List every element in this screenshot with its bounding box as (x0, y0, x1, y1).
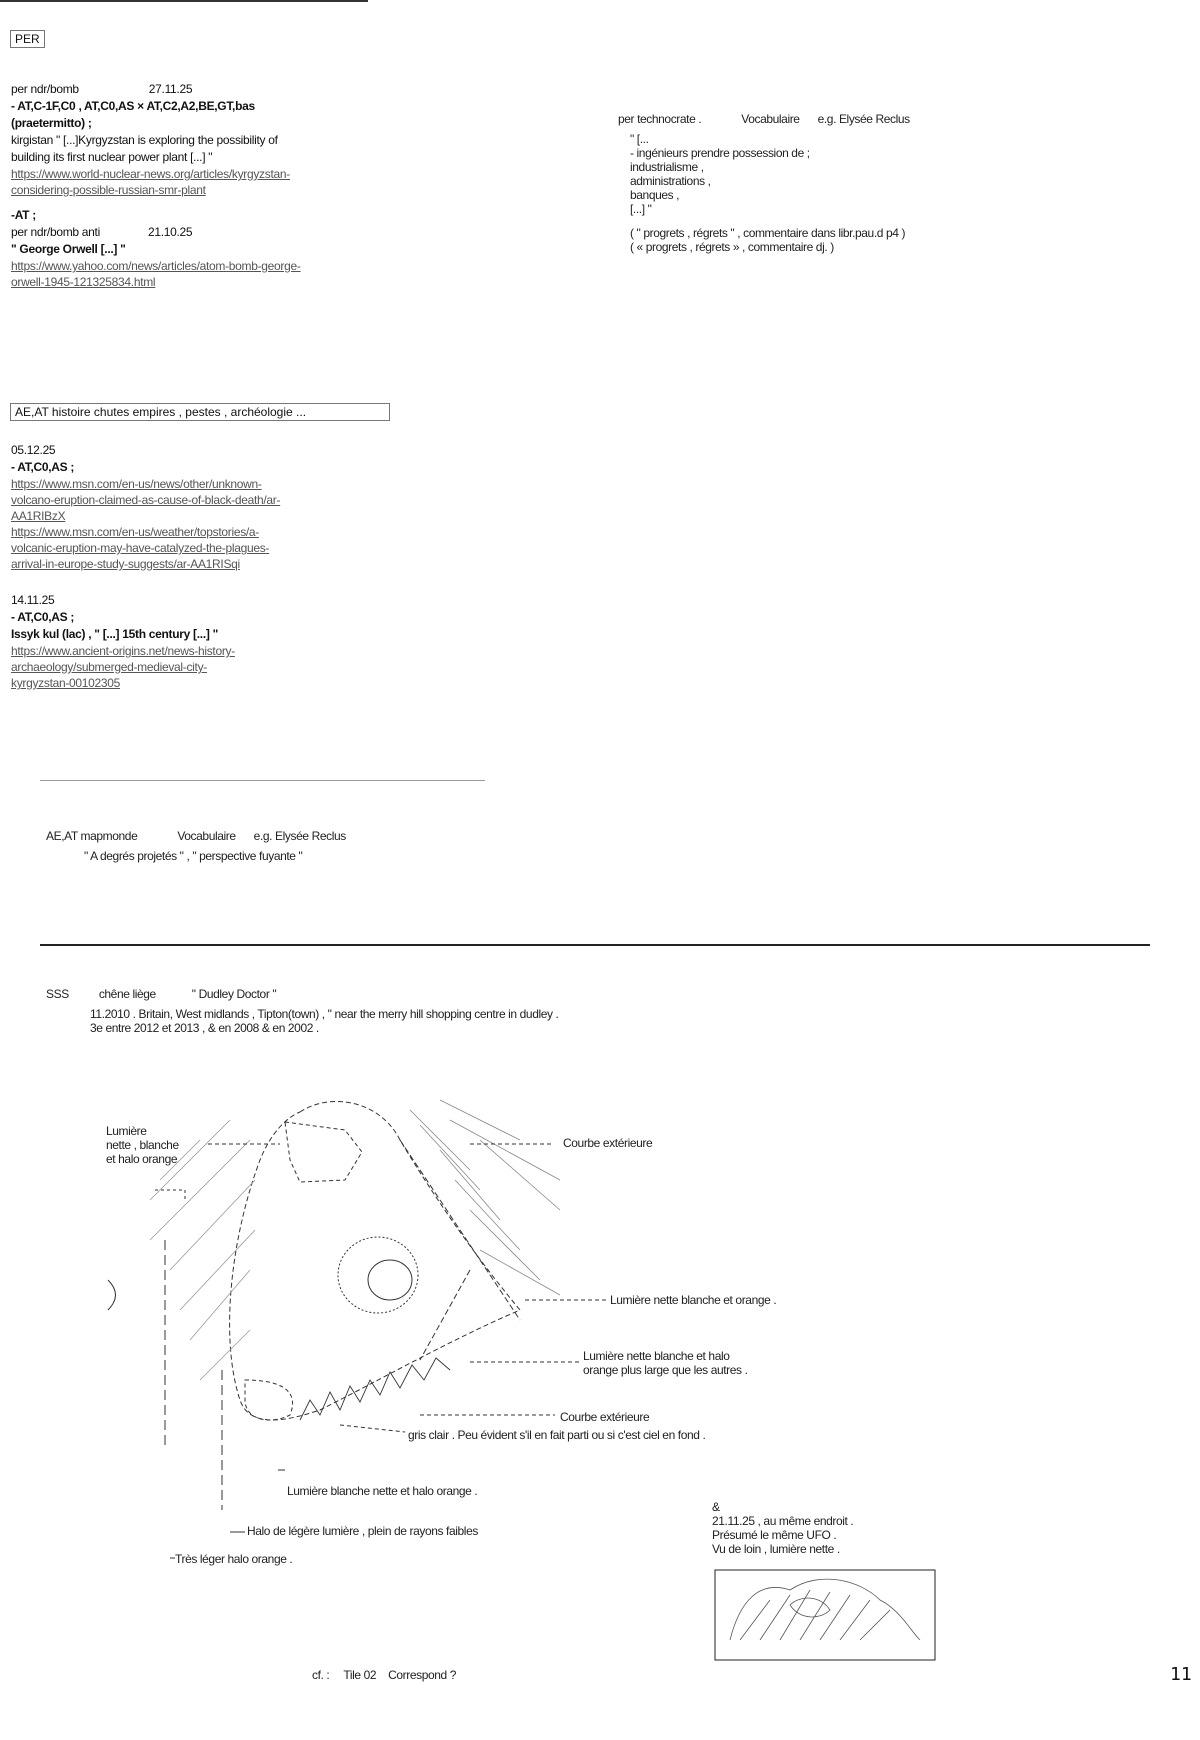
side-sketch-frame (715, 1570, 935, 1660)
tech-line: banques , (630, 188, 680, 202)
section-label-histoire: AE,AT histoire chutes empires , pestes , archéologie ... (10, 403, 390, 421)
entry-black-death (11, 442, 371, 572)
link-msn-1c[interactable]: AA1RIBzX (11, 509, 66, 523)
entry-date: 21.10.25 (147, 225, 193, 239)
annotation-text: Lumière (106, 1124, 147, 1138)
tech-line: [...] " (630, 202, 652, 216)
sss-line: 11.2010 . Britain, West midlands , Tipton(town) , " near the merry hill shopping centre in dudley . (90, 1007, 559, 1021)
entry-quote: " George Orwell [...] " (11, 242, 126, 256)
tech-note: ( " progrets , régrets " , commentaire dans libr.pau.d p4 ) (630, 226, 906, 240)
entry-codes: -AT ; (11, 208, 36, 222)
sketch-arc-left (108, 1280, 116, 1310)
entry-head: per ndr/bomb anti (11, 225, 100, 239)
link-ancient-origins[interactable]: https://www.ancient-origins.net/news-history- (11, 644, 235, 658)
entry-orwell (11, 207, 371, 290)
map-vocab: Vocabulaire (177, 829, 236, 843)
link-msn-2[interactable]: https://www.msn.com/en-us/weather/topstories/a- (11, 525, 260, 539)
entry-codes: - AT,C-1F,C0 , AT,C0,AS × AT,C2,A2,BE,GT,bas (11, 99, 255, 113)
entry-codes: - AT,C0,AS ; (11, 460, 75, 474)
footer-tile: Tile 02 (343, 1668, 377, 1682)
annotation-text: nette , blanche (106, 1138, 179, 1152)
map-reclus: e.g. Elysée Reclus (253, 829, 346, 843)
divider-light (40, 780, 485, 781)
sss-block (46, 987, 558, 1035)
annotation-text: et halo orange (106, 1152, 178, 1166)
mapmonde-block (46, 829, 346, 863)
page-number: 11 (1170, 1664, 1192, 1685)
map-quote: " A degrés projetés " , " perspective fuyante " (84, 849, 303, 863)
entry-codes-2: (praetermitto) ; (11, 116, 92, 130)
link-msn-2c[interactable]: arrival-in-europe-study-suggests/ar-AA1RISqi (11, 557, 240, 571)
sss-line: 3e entre 2012 et 2013 , & en 2008 & en 2002 . (90, 1021, 319, 1035)
link-msn-2b[interactable]: volcanic-eruption-may-have-catalyzed-the-plagues- (11, 541, 270, 555)
top-rule (0, 0, 368, 2)
tech-head: per technocrate . (618, 112, 702, 126)
link-yahoo-orwell-2[interactable]: orwell-1945-121325834.html (11, 275, 156, 289)
side-note-line: 21.11.25 , au même endroit . (712, 1514, 854, 1528)
annotation-courbe-1: Courbe extérieure (563, 1136, 653, 1150)
annotation-text: orange plus large que les autres . (583, 1363, 748, 1377)
annotation-tres-leger: Très léger halo orange . (175, 1552, 293, 1566)
annotation-halo: Halo de légère lumière , plein de rayons faibles (247, 1524, 478, 1538)
sss-head: SSS (46, 987, 69, 1001)
annotation-text: Lumière nette blanche et halo (583, 1349, 730, 1363)
tech-line: - ingénieurs prendre possession de ; (630, 146, 810, 160)
entry-date: 05.12.25 (11, 443, 56, 457)
divider-dark (40, 944, 1150, 946)
side-note (712, 1500, 853, 1556)
entry-nuclear-kyrgyzstan (11, 81, 371, 198)
annotation-gris-clair: gris clair . Peu évident s'il en fait parti ou si c'est ciel en fond . (408, 1428, 706, 1442)
entry-date: 27.11.25 (148, 82, 193, 96)
link-ancient-origins-3[interactable]: kyrgyzstan-00102305 (11, 676, 121, 690)
link-ancient-origins-2[interactable]: archaeology/submerged-medieval-city- (11, 660, 207, 674)
sketch-outline (230, 1101, 520, 1420)
footer-question: Correspond ? (388, 1668, 457, 1682)
sss-chene: chêne liège (98, 987, 156, 1001)
sketch-ring-outer (338, 1237, 418, 1313)
side-note-line: Vu de loin , lumière nette . (712, 1542, 840, 1556)
footer-reference (312, 1668, 456, 1682)
footer-cf: cf. : (312, 1668, 330, 1682)
per-tag: PER (10, 30, 45, 48)
entry-head: per ndr/bomb (11, 82, 79, 96)
leader-a6 (340, 1425, 405, 1432)
side-note-line: Présumé le même UFO . (712, 1528, 837, 1542)
sketch-bracket (155, 1190, 185, 1200)
annotation-courbe-2: Courbe extérieure (560, 1410, 650, 1424)
sketch-light-1 (285, 1122, 362, 1182)
link-msn-1[interactable]: https://www.msn.com/en-us/news/other/unknown- (11, 477, 262, 491)
entry-codes: - AT,C0,AS ; (11, 610, 75, 624)
sss-dudley: " Dudley Doctor " (191, 987, 277, 1001)
tech-reclus: e.g. Elysée Reclus (817, 112, 910, 126)
annotation-lumiere-1 (106, 1124, 179, 1166)
entry-text: Issyk kul (lac) , " [...] 15th century [...] " (11, 627, 218, 641)
entry-issyk-kul (11, 592, 371, 691)
link-world-nuclear-news-2[interactable]: considering-possible-russian-smr-plant (11, 183, 206, 197)
link-msn-1b[interactable]: volcano-eruption-claimed-as-cause-of-black-death/ar- (11, 493, 281, 507)
annotation-lumiere-2: Lumière nette blanche et orange . (610, 1293, 777, 1307)
link-world-nuclear-news[interactable]: https://www.world-nuclear-news.org/articles/kyrgyzstan- (11, 167, 290, 181)
entry-date: 14.11.25 (11, 593, 55, 607)
side-sketch-scribble (730, 1579, 920, 1640)
tech-line: industrialisme , (630, 160, 704, 174)
tech-note: ( « progrets , régrets » , commentaire dj. ) (630, 240, 834, 254)
sketch-lower-left (245, 1380, 293, 1420)
tech-vocab: Vocabulaire (741, 112, 800, 126)
link-yahoo-orwell[interactable]: https://www.yahoo.com/news/articles/atom-bomb-george- (11, 259, 301, 273)
entry-text-2: building its first nuclear power plant [...] " (11, 150, 213, 164)
tech-line: administrations , (630, 174, 711, 188)
annotation-lumiere-4: Lumière blanche nette et halo orange . (287, 1484, 478, 1498)
entry-text: kirgistan " [...]Kyrgyzstan is exploring the possibility of (11, 133, 278, 147)
tech-line: " [... (630, 132, 649, 146)
map-head: AE,AT mapmonde (46, 829, 138, 843)
sketch-zigzag (300, 1358, 450, 1420)
sketch-ring-inner (368, 1260, 412, 1300)
annotation-lumiere-3 (583, 1349, 748, 1377)
side-note-amp: & (712, 1500, 720, 1514)
technocrate-block (618, 112, 910, 254)
